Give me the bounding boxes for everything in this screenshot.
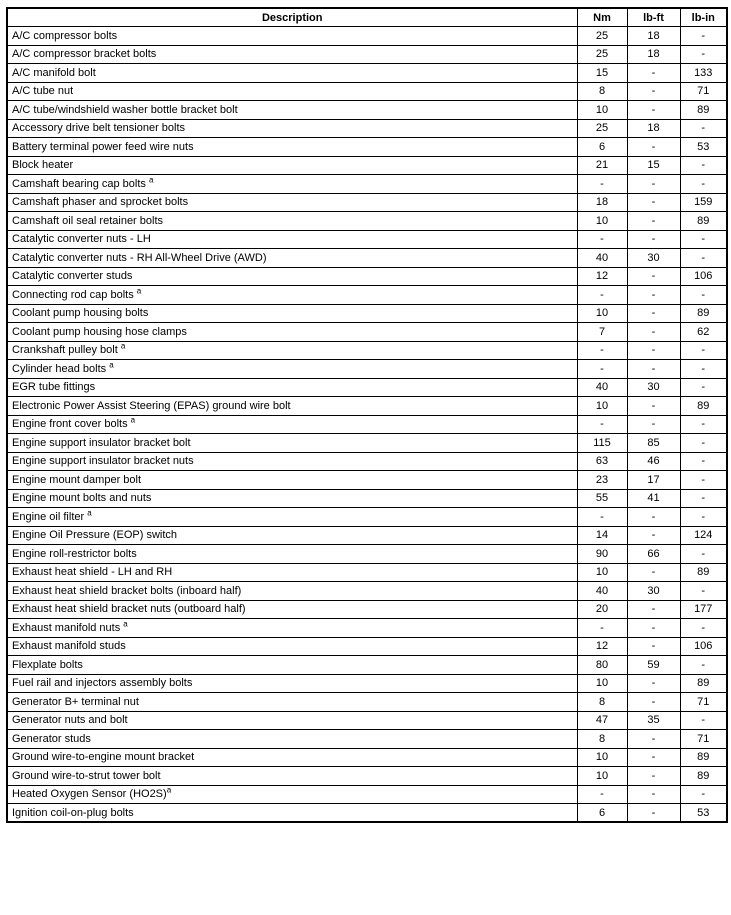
nm-cell: - (577, 785, 627, 804)
lbin-cell: 89 (680, 748, 727, 767)
table-row (7, 582, 727, 601)
table-row (7, 323, 727, 342)
table-row (7, 193, 727, 212)
table-row (7, 730, 727, 749)
footnote-marker: a (130, 415, 136, 425)
nm-cell: 40 (577, 378, 627, 397)
lbft-cell: 30 (627, 378, 680, 397)
footnote-marker: a (136, 286, 142, 296)
nm-cell: - (577, 360, 627, 379)
nm-cell: 47 (577, 711, 627, 730)
lbin-cell: - (680, 619, 727, 638)
table-row (7, 212, 727, 231)
lbin-cell: - (680, 489, 727, 508)
table-row (7, 119, 727, 138)
table-row (7, 64, 727, 83)
table-row (7, 656, 727, 675)
nm-cell: - (577, 619, 627, 638)
description-cell: Engine support insulator bracket bolt (7, 434, 577, 453)
description-cell: Catalytic converter nuts - LH (7, 230, 577, 249)
lbin-cell: - (680, 27, 727, 46)
table-row (7, 545, 727, 564)
nm-cell: 25 (577, 27, 627, 46)
lbin-cell: - (680, 785, 727, 804)
description-cell: Engine front cover bolts $^a$ (7, 415, 577, 434)
table-row (7, 360, 727, 379)
lbin-cell: - (680, 230, 727, 249)
lbin-cell: 124 (680, 526, 727, 545)
description-cell: Camshaft bearing cap bolts $^a$ (7, 175, 577, 194)
description-cell: Generator nuts and bolt (7, 711, 577, 730)
table-row (7, 304, 727, 323)
description-cell: Exhaust manifold studs (7, 637, 577, 656)
table-row (7, 452, 727, 471)
description-cell: Electronic Power Assist Steering (EPAS) ground wire bolt (7, 397, 577, 416)
lbin-cell: 53 (680, 138, 727, 157)
description-cell: Ignition coil-on-plug bolts (7, 804, 577, 823)
footnote-marker: a (120, 341, 126, 351)
nm-cell: 10 (577, 563, 627, 582)
description-cell: Exhaust manifold nuts $^a$ (7, 619, 577, 638)
nm-cell: 23 (577, 471, 627, 490)
nm-cell: - (577, 230, 627, 249)
description-cell: A/C compressor bracket bolts (7, 45, 577, 64)
nm-cell: 20 (577, 600, 627, 619)
nm-cell: - (577, 341, 627, 360)
description-cell: Connecting rod cap bolts $^a$ (7, 286, 577, 305)
table-row (7, 508, 727, 527)
lbft-cell: - (627, 619, 680, 638)
nm-cell: 80 (577, 656, 627, 675)
footnote-marker: a (109, 360, 114, 370)
description-cell: Exhaust heat shield - LH and RH (7, 563, 577, 582)
torque-spec-table (6, 7, 728, 823)
nm-cell: 8 (577, 730, 627, 749)
header-description: Description (7, 8, 577, 27)
footnote-marker: a (166, 785, 172, 795)
lbin-cell: - (680, 711, 727, 730)
description-cell: Engine oil filter $^a$ (7, 508, 577, 527)
table-row (7, 156, 727, 175)
table-row (7, 27, 727, 46)
description-cell: A/C manifold bolt (7, 64, 577, 83)
nm-cell: - (577, 286, 627, 305)
torque-table-body (7, 27, 727, 823)
nm-cell: 40 (577, 249, 627, 268)
nm-cell: 10 (577, 397, 627, 416)
nm-cell: 12 (577, 267, 627, 286)
lbft-cell: - (627, 730, 680, 749)
lbin-cell: - (680, 175, 727, 194)
table-row (7, 804, 727, 823)
lbin-cell: 71 (680, 730, 727, 749)
lbft-cell: 18 (627, 27, 680, 46)
lbft-cell: 30 (627, 249, 680, 268)
lbft-cell: - (627, 341, 680, 360)
lbft-cell: - (627, 212, 680, 231)
description-cell: Exhaust heat shield bracket nuts (outboard half) (7, 600, 577, 619)
lbft-cell: - (627, 360, 680, 379)
description-cell: Flexplate bolts (7, 656, 577, 675)
nm-cell: 25 (577, 45, 627, 64)
description-cell: Battery terminal power feed wire nuts (7, 138, 577, 157)
lbin-cell: 89 (680, 563, 727, 582)
description-cell: Engine Oil Pressure (EOP) switch (7, 526, 577, 545)
description-cell: Heated Oxygen Sensor $(HO2S)^a$ (7, 785, 577, 804)
nm-cell: 10 (577, 767, 627, 786)
description-cell: Engine roll-restrictor bolts (7, 545, 577, 564)
lbin-cell: - (680, 360, 727, 379)
lbin-cell: 106 (680, 267, 727, 286)
description-cell: Camshaft phaser and sprocket bolts (7, 193, 577, 212)
lbin-cell: - (680, 119, 727, 138)
lbin-cell: - (680, 508, 727, 527)
description-cell: Accessory drive belt tensioner bolts (7, 119, 577, 138)
lbft-cell: - (627, 637, 680, 656)
lbft-cell: - (627, 508, 680, 527)
lbin-cell: 89 (680, 212, 727, 231)
description-cell: Engine mount bolts and nuts (7, 489, 577, 508)
description-cell: Coolant pump housing bolts (7, 304, 577, 323)
header-nm: Nm (577, 8, 627, 27)
nm-cell: 6 (577, 804, 627, 823)
nm-cell: 63 (577, 452, 627, 471)
lbin-cell: - (680, 545, 727, 564)
lbft-cell: - (627, 138, 680, 157)
nm-cell: 10 (577, 304, 627, 323)
nm-cell: - (577, 508, 627, 527)
lbin-cell: - (680, 656, 727, 675)
lbin-cell: 89 (680, 304, 727, 323)
lbft-cell: - (627, 415, 680, 434)
description-cell: Exhaust heat shield bracket bolts (inboard half) (7, 582, 577, 601)
lbft-cell: 85 (627, 434, 680, 453)
table-row (7, 415, 727, 434)
lbin-cell: - (680, 341, 727, 360)
lbin-cell: 106 (680, 637, 727, 656)
description-cell: Generator B+ terminal nut (7, 693, 577, 712)
description-cell: EGR tube fittings (7, 378, 577, 397)
nm-cell: 21 (577, 156, 627, 175)
nm-cell: 12 (577, 637, 627, 656)
description-cell: Ground wire-to-strut tower bolt (7, 767, 577, 786)
lbft-cell: - (627, 804, 680, 823)
lbft-cell: - (627, 767, 680, 786)
table-row (7, 471, 727, 490)
table-row (7, 785, 727, 804)
lbft-cell: - (627, 785, 680, 804)
lbft-cell: 59 (627, 656, 680, 675)
table-row (7, 674, 727, 693)
description-cell: A/C tube/windshield washer bottle bracket bolt (7, 101, 577, 120)
description-cell: A/C compressor bolts (7, 27, 577, 46)
lbft-cell: 18 (627, 119, 680, 138)
lbin-cell: - (680, 415, 727, 434)
lbft-cell: 35 (627, 711, 680, 730)
description-cell: Ground wire-to-engine mount bracket (7, 748, 577, 767)
lbft-cell: - (627, 563, 680, 582)
description-cell: Catalytic converter studs (7, 267, 577, 286)
header-lbft: lb-ft (627, 8, 680, 27)
lbin-cell: - (680, 45, 727, 64)
lbft-cell: - (627, 526, 680, 545)
description-cell: A/C tube nut (7, 82, 577, 101)
nm-cell: 40 (577, 582, 627, 601)
lbin-cell: 71 (680, 82, 727, 101)
lbin-cell: 89 (680, 397, 727, 416)
lbin-cell: 89 (680, 674, 727, 693)
lbft-cell: - (627, 323, 680, 342)
lbin-cell: - (680, 156, 727, 175)
nm-cell: 10 (577, 101, 627, 120)
description-cell: Coolant pump housing hose clamps (7, 323, 577, 342)
nm-cell: 6 (577, 138, 627, 157)
nm-cell: 8 (577, 82, 627, 101)
table-row (7, 637, 727, 656)
table-row (7, 600, 727, 619)
lbin-cell: - (680, 582, 727, 601)
table-row (7, 619, 727, 638)
table-row (7, 45, 727, 64)
lbin-cell: 133 (680, 64, 727, 83)
lbin-cell: - (680, 286, 727, 305)
lbin-cell: - (680, 471, 727, 490)
nm-cell: 90 (577, 545, 627, 564)
nm-cell: 10 (577, 212, 627, 231)
lbin-cell: 89 (680, 101, 727, 120)
header-lbin: lb-in (680, 8, 727, 27)
nm-cell: 25 (577, 119, 627, 138)
description-cell: Block heater (7, 156, 577, 175)
footnote-marker: a (87, 508, 92, 518)
lbft-cell: - (627, 600, 680, 619)
nm-cell: 10 (577, 748, 627, 767)
lbft-cell: - (627, 304, 680, 323)
table-row (7, 711, 727, 730)
lbin-cell: 89 (680, 767, 727, 786)
nm-cell: 7 (577, 323, 627, 342)
description-cell: Cylinder head bolts $^a$ (7, 360, 577, 379)
table-row (7, 341, 727, 360)
table-row (7, 748, 727, 767)
lbin-cell: 177 (680, 600, 727, 619)
table-row (7, 82, 727, 101)
table-row (7, 230, 727, 249)
nm-cell: 15 (577, 64, 627, 83)
lbft-cell: 41 (627, 489, 680, 508)
lbft-cell: 15 (627, 156, 680, 175)
table-row (7, 175, 727, 194)
table-row (7, 767, 727, 786)
table-row (7, 434, 727, 453)
description-cell: Engine mount damper bolt (7, 471, 577, 490)
table-row (7, 286, 727, 305)
lbft-cell: - (627, 82, 680, 101)
lbft-cell: - (627, 397, 680, 416)
nm-cell: 8 (577, 693, 627, 712)
description-cell: Camshaft oil seal retainer bolts (7, 212, 577, 231)
table-row (7, 267, 727, 286)
nm-cell: 18 (577, 193, 627, 212)
table-row (7, 563, 727, 582)
lbft-cell: - (627, 674, 680, 693)
table-row (7, 249, 727, 268)
footnote-marker: a (123, 619, 128, 629)
description-cell: Generator studs (7, 730, 577, 749)
lbft-cell: - (627, 267, 680, 286)
lbin-cell: - (680, 378, 727, 397)
lbin-cell: - (680, 249, 727, 268)
table-row (7, 138, 727, 157)
table-row (7, 693, 727, 712)
table-row (7, 526, 727, 545)
footnote-marker: a (148, 175, 154, 185)
lbft-cell: - (627, 64, 680, 83)
lbft-cell: - (627, 101, 680, 120)
lbft-cell: - (627, 230, 680, 249)
lbin-cell: 159 (680, 193, 727, 212)
lbft-cell: 30 (627, 582, 680, 601)
lbft-cell: - (627, 693, 680, 712)
lbft-cell: 18 (627, 45, 680, 64)
nm-cell: 115 (577, 434, 627, 453)
nm-cell: 55 (577, 489, 627, 508)
torque-table-header (7, 8, 727, 27)
lbin-cell: - (680, 434, 727, 453)
nm-cell: 10 (577, 674, 627, 693)
nm-cell: - (577, 415, 627, 434)
table-row (7, 397, 727, 416)
description-cell: Catalytic converter nuts - RH All-Wheel Drive (AWD) (7, 249, 577, 268)
table-row (7, 378, 727, 397)
lbin-cell: 53 (680, 804, 727, 823)
table-row (7, 489, 727, 508)
lbft-cell: 46 (627, 452, 680, 471)
lbin-cell: - (680, 452, 727, 471)
nm-cell: 14 (577, 526, 627, 545)
lbft-cell: - (627, 175, 680, 194)
description-cell: Fuel rail and injectors assembly bolts (7, 674, 577, 693)
table-row (7, 101, 727, 120)
lbft-cell: - (627, 193, 680, 212)
lbin-cell: 71 (680, 693, 727, 712)
lbft-cell: - (627, 748, 680, 767)
lbft-cell: - (627, 286, 680, 305)
lbin-cell: 62 (680, 323, 727, 342)
description-cell: Engine support insulator bracket nuts (7, 452, 577, 471)
description-cell: Crankshaft pulley bolt $^a$ (7, 341, 577, 360)
lbft-cell: 17 (627, 471, 680, 490)
lbft-cell: 66 (627, 545, 680, 564)
header-row (7, 8, 727, 27)
nm-cell: - (577, 175, 627, 194)
